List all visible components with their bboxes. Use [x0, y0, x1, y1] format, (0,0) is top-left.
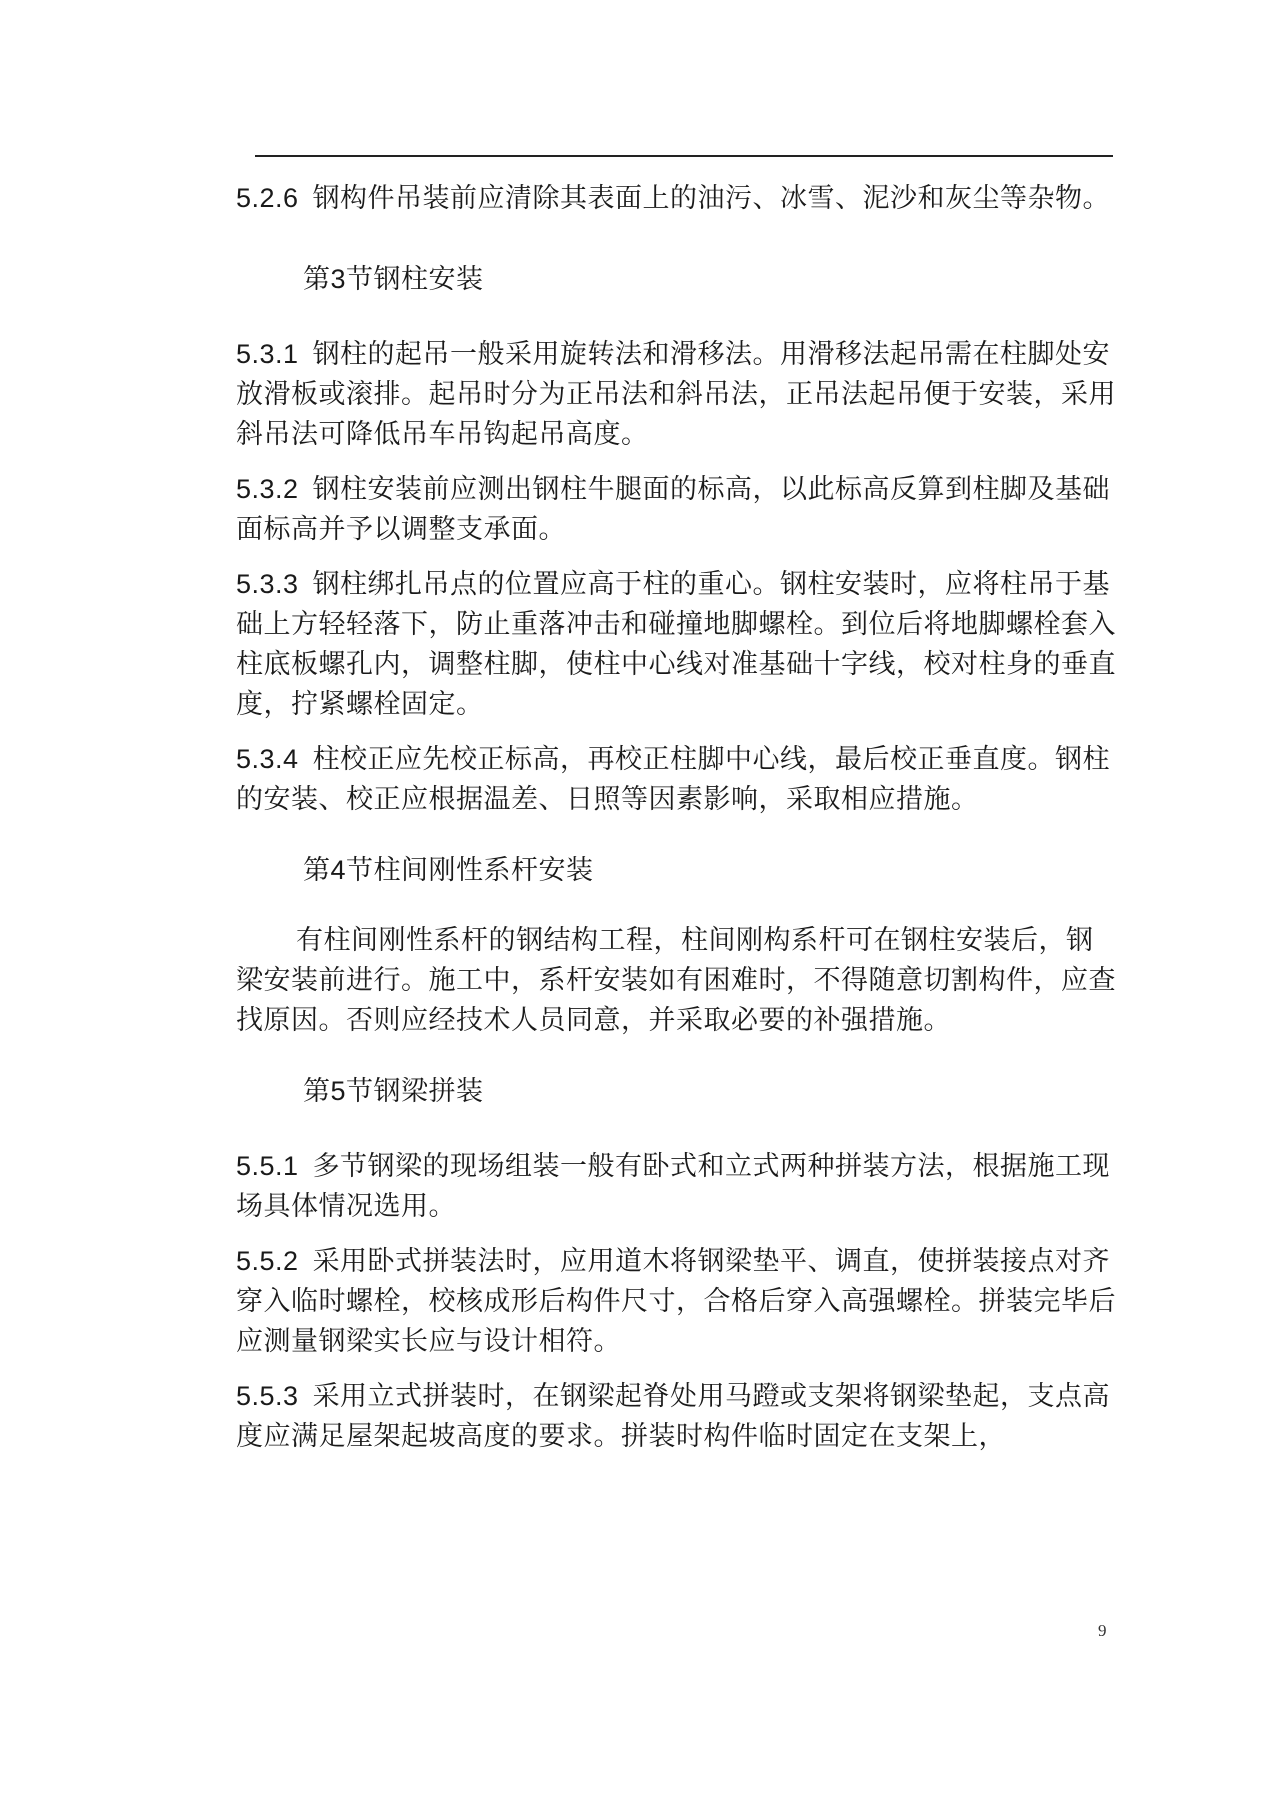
heading-title: 节钢梁拼装: [346, 1076, 484, 1107]
clause-number: 5.5.3: [236, 1381, 299, 1411]
clause-5-3-4: [236, 739, 1116, 820]
heading-title: 节柱间刚性系杆安装: [346, 855, 594, 886]
header-rule: [255, 155, 1113, 157]
clause-number: 5.3.3: [236, 569, 299, 599]
clause-number: 5.5.2: [236, 1246, 299, 1276]
clause-5-5-2: [236, 1241, 1116, 1362]
section-heading-3: [236, 259, 1116, 300]
heading-prefix: 第: [303, 264, 331, 295]
clause-text: 钢构件吊装前应清除其表面上的油污、冰雪、泥沙和灰尘等杂物。: [312, 183, 1111, 214]
clause-5-5-3: [236, 1376, 1116, 1457]
clause-5-3-2: [236, 469, 1116, 550]
clause-number: 5.3.2: [236, 474, 299, 504]
heading-number: 5: [330, 1076, 347, 1106]
clause-number: 5.5.1: [236, 1151, 299, 1181]
heading-number: 4: [330, 855, 347, 885]
clause-text: 采用卧式拼装法时，应用道木将钢梁垫平、调直，使拼装接点对齐穿入临时螺栓，校核成形后构件尺寸，合格后穿入高强螺栓。拼装完毕后应测量钢梁实长应与设计相符。: [236, 1246, 1116, 1357]
clause-text: 柱校正应先校正标高，再校正柱脚中心线，最后校正垂直度。钢柱的安装、校正应根据温差、日照等因素影响，采取相应措施。: [236, 744, 1111, 815]
heading-title: 节钢柱安装: [346, 264, 484, 295]
clause-5-3-3: [236, 564, 1116, 725]
clause-text: 采用立式拼装时，在钢梁起脊处用马蹬或支架将钢梁垫起，支点高度应满足屋架起坡高度的要求。拼装时构件临时固定在支架上，: [236, 1381, 1111, 1452]
clause-5-3-1: [236, 334, 1116, 455]
heading-number: 3: [330, 264, 347, 294]
clause-5-5-1: [236, 1146, 1116, 1227]
clause-number: 5.2.6: [236, 183, 299, 213]
clause-5-2-6: [236, 178, 1116, 219]
clause-number: 5.3.4: [236, 744, 299, 774]
clause-number: 5.3.1: [236, 339, 299, 369]
heading-prefix: 第: [303, 855, 331, 886]
document-body: [236, 178, 1116, 1457]
heading-prefix: 第: [303, 1076, 331, 1107]
section-heading-4: [236, 850, 1116, 891]
clause-text: 钢柱安装前应测出钢柱牛腿面的标高，以此标高反算到柱脚及基础面标高并予以调整支承面。: [236, 474, 1111, 545]
clause-text: 钢柱绑扎吊点的位置应高于柱的重心。钢柱安装时，应将柱吊于基础上方轻轻落下，防止重落冲击和碰撞地脚螺栓。到位后将地脚螺栓套入柱底板螺孔内，调整柱脚，使柱中心线对准基础十字线，校对柱身的垂直度，拧紧螺栓固定。: [236, 569, 1116, 720]
page-number: 9: [1098, 1621, 1107, 1640]
clause-text: 多节钢梁的现场组装一般有卧式和立式两种拼装方法，根据施工现场具体情况选用。: [236, 1151, 1111, 1222]
paragraph-rigid-tie-bar: 有柱间刚性系杆的钢结构工程，柱间刚构系杆可在钢柱安装后，钢梁安装前进行。施工中，系杆安装如有困难时，不得随意切割构件，应查找原因。否则应经技术人员同意，并采取必要的补强措施。: [236, 925, 1116, 1036]
section-heading-5: [236, 1071, 1116, 1112]
clause-text: 钢柱的起吊一般采用旋转法和滑移法。用滑移法起吊需在柱脚处安放滑板或滚排。起吊时分为正吊法和斜吊法，正吊法起吊便于安装，采用斜吊法可降低吊车吊钩起吊高度。: [236, 339, 1116, 450]
